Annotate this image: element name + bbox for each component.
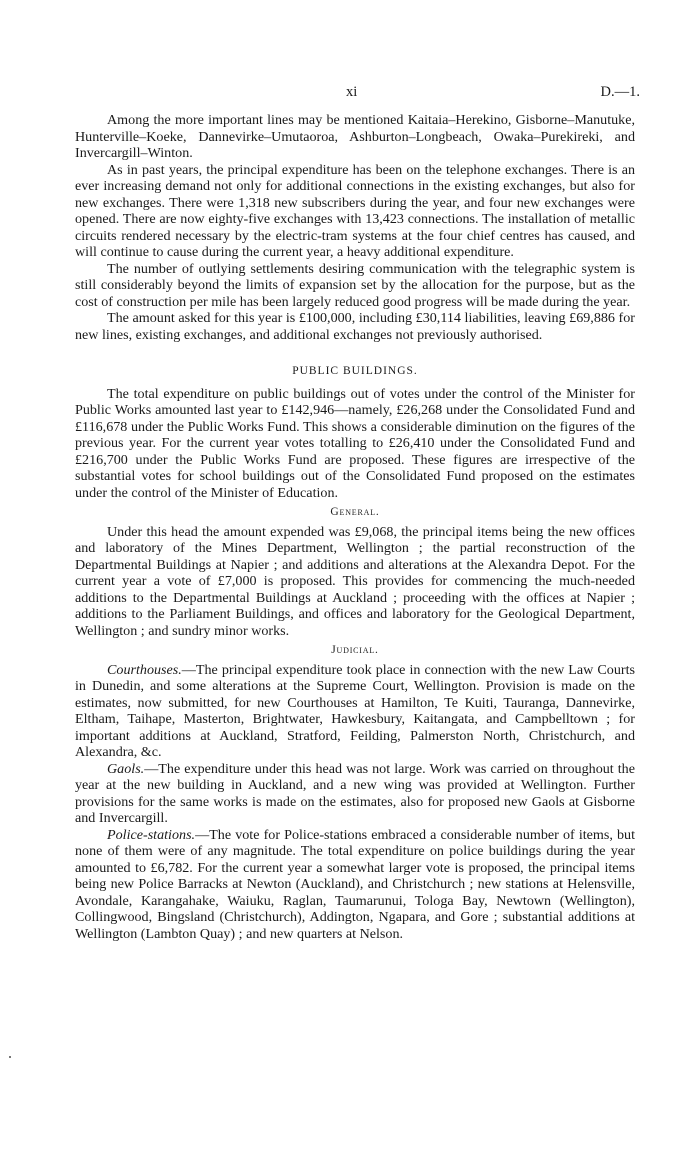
paragraph-telephone-exchanges: As in past years, the principal expenditure has been on the telephone exchanges. There is an ever increasing demand not only for additional connections in the existing exchanges, but also for new exchanges. There were 1,318 new subscribers during the year, and four new exchanges were opened. There are now eighty-five exchanges with 13,423 connections. The installation of metallic circuits rendered necessary by the electric-tram systems at the four chief centres has caused, and will continue to cause during the current year, a heavy additional expenditure. bbox=[75, 161, 635, 260]
courthouses-text: —The principal expenditure took place in connection with the new Law Courts in Dunedin, and some alterations at the Supreme Court, Wellington. Provision is made on the estimates, now submitted, for new Courthouses at Hamilton, Te Kuiti, Tauranga, Dannevirke, Eltham, Taihape, Masterton, Brightwater, Hawkesbury, Kaitangata, and Campbelltown ; for important additions at Auckland, Stratford, Feilding, Palmerston North, Christchurch, and Alexandra, &c. bbox=[75, 661, 635, 760]
paragraph-general: Under this head the amount expended was £9,068, the principal items being the new offices and laboratory of the Mines Department, Wellington ; the partial reconstruction of the Departmental Buildings at Napier ; and additions and alterations at the Alexandra Depot. For the current year a vote of £7,000 is proposed. This provides for commencing the much-needed additions to the Departmental Buildings at Auckland ; proceeding with the offices at Napier ; additions to the Parliament Buildings, and offices and laboratory for the Geological Department, Wellington ; and sundry minor works. bbox=[75, 523, 635, 639]
gaols-label: Gaols. bbox=[107, 760, 145, 777]
page-header bbox=[0, 84, 700, 104]
document-body bbox=[75, 112, 635, 942]
police-stations-label: Police-stations. bbox=[107, 826, 196, 843]
scan-speck bbox=[9, 1056, 11, 1058]
section-heading-public-buildings: PUBLIC BUILDINGS. bbox=[292, 365, 418, 377]
courthouses-label: Courthouses. bbox=[107, 661, 182, 678]
police-stations-text: —The vote for Police-stations embraced a considerable number of items, but none of them were of any magnitude. The total expenditure on police buildings during the year amounted to £6,782. For the current year a somewhat larger vote is proposed, the principal items being new Police Barracks at Newton (Auckland), and Christchurch ; new stations at Helensville, Avondale, Karangahake, Waiuku, Raglan, Taumarunui, Tologa Bay, Newtown (Wellington), Collingwood, Bingsland (Christchurch), Addington, Ngapara, and Gore ; substantial additions at Wellington (Lambton Quay) ; and new quarters at Nelson. bbox=[75, 826, 635, 942]
page-number: xi bbox=[346, 84, 358, 100]
subheading-general: General. bbox=[330, 506, 380, 518]
paragraph-courthouses bbox=[75, 662, 635, 761]
gaols-text: —The expenditure under this head was not large. Work was carried on throughout the year at the new building in Auckland, and a new wing was provided at Wellington. Further provisions for the same works is made on the estimates, also for proposed new Gaols at Gisborne and Invercargill. bbox=[75, 760, 635, 826]
subheading-judicial: Judicial. bbox=[331, 644, 379, 656]
paragraph-amount-asked: The amount asked for this year is £100,000, including £30,114 liabilities, leaving £69,886 for new lines, existing exchanges, and additional exchanges not previously authorised. bbox=[75, 310, 635, 343]
paragraph-telegraph-lines: Among the more important lines may be mentioned Kaitaia–Herekino, Gisborne–Manutuke, Hunterville–Koeke, Dannevirke–Umutaoroa, Ashburton–Longbeach, Owaka–Purekireki, and Invercargill–Winton. bbox=[75, 112, 635, 161]
paragraph-police-stations bbox=[75, 827, 635, 943]
paragraph-gaols bbox=[75, 761, 635, 827]
document-reference: D.—1. bbox=[600, 84, 640, 100]
paragraph-public-buildings: The total expenditure on public buildings out of votes under the control of the Minister for Public Works amounted last year to £142,946—namely, £26,268 under the Consolidated Fund and £116,678 under the Public Works Fund. This shows a considerable diminution on the figures of the previous year. For the current year votes totalling to £26,410 under the Consolidated Fund and £216,700 under the Public Works Fund are proposed. These figures are irrespective of the substantial votes for school buildings out of the Consolidated Fund proposed on the estimates under the control of the Minister of Education. bbox=[75, 385, 635, 501]
paragraph-outlying-settlements: The number of outlying settlements desiring communication with the telegraphic system is still considerably beyond the limits of expansion set by the allocation for the purpose, but as the cost of construction per mile has been largely reduced good progress will be made during the year. bbox=[75, 260, 635, 310]
